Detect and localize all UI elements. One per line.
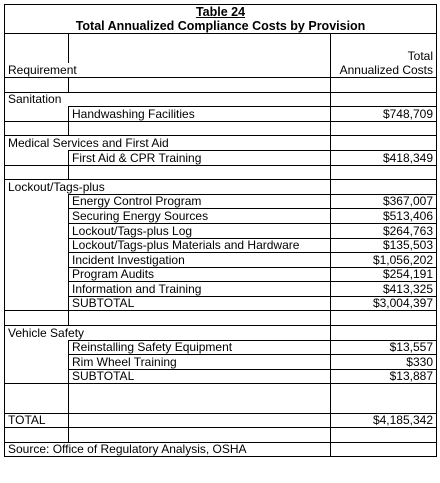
table-row (5, 355, 437, 370)
total-label: TOTAL (5, 413, 69, 428)
table-row (5, 107, 437, 122)
table-row (5, 238, 437, 253)
section-row-sanitation (5, 92, 437, 107)
title-row (5, 5, 437, 20)
total-cost: $4,185,342 (331, 413, 437, 428)
item-label: Rim Wheel Training (69, 355, 331, 370)
table-title: Table 24 (5, 5, 437, 20)
item-cost: $1,056,202 (331, 253, 437, 268)
item-label: Lockout/Tags-plus Log (69, 223, 331, 238)
table-row (5, 267, 437, 282)
item-label: Energy Control Program (69, 194, 331, 209)
blank-row (5, 34, 437, 49)
blank-row (5, 165, 437, 180)
table-row (5, 282, 437, 297)
table-row (5, 223, 437, 238)
section-label: Lockout/Tags-plus (5, 180, 331, 195)
header-annualized-costs: Annualized Costs (331, 63, 437, 78)
table-row (5, 209, 437, 224)
table-subtitle: Total Annualized Compliance Costs by Provision (5, 19, 437, 34)
item-label: SUBTOTAL (69, 296, 331, 311)
item-cost: $135,503 (331, 238, 437, 253)
item-cost: $264,763 (331, 223, 437, 238)
section-row-medical (5, 136, 437, 151)
blank-row (5, 384, 437, 399)
table-row (5, 253, 437, 268)
blank-row (5, 121, 437, 136)
total-row (5, 413, 437, 428)
item-label: First Aid & CPR Training (69, 150, 331, 165)
item-label: Information and Training (69, 282, 331, 297)
subtitle-row (5, 19, 437, 34)
subtotal-row (5, 296, 437, 311)
item-label: Program Audits (69, 267, 331, 282)
header-row-2 (5, 63, 437, 78)
blank-row (5, 399, 437, 414)
section-label: Vehicle Safety (5, 326, 331, 341)
item-cost: $3,004,397 (331, 296, 437, 311)
header-total: Total (331, 48, 437, 63)
table-row (5, 194, 437, 209)
item-label: Incident Investigation (69, 253, 331, 268)
item-cost: $367,007 (331, 194, 437, 209)
section-label: Medical Services and First Aid (5, 136, 331, 151)
item-label: SUBTOTAL (69, 369, 331, 384)
header-row-1 (5, 48, 437, 63)
section-row-lockout (5, 180, 437, 195)
table-row (5, 340, 437, 355)
item-cost: $513,406 (331, 209, 437, 224)
item-cost: $748,709 (331, 107, 437, 122)
section-label: Sanitation (5, 92, 331, 107)
item-cost: $13,557 (331, 340, 437, 355)
blank-row (5, 77, 437, 92)
item-cost: $330 (331, 355, 437, 370)
item-label: Reinstalling Safety Equipment (69, 340, 331, 355)
header-requirement: Requirement (5, 63, 331, 78)
source-row (5, 442, 437, 457)
section-row-vehicle (5, 326, 437, 341)
item-label: Lockout/Tags-plus Materials and Hardware (69, 238, 331, 253)
item-cost: $254,191 (331, 267, 437, 282)
source-note: Source: Office of Regulatory Analysis, OSHA (5, 442, 331, 457)
blank-row (5, 428, 437, 443)
compliance-costs-table (4, 4, 437, 457)
item-label: Securing Energy Sources (69, 209, 331, 224)
item-cost: $413,325 (331, 282, 437, 297)
item-cost: $13,887 (331, 369, 437, 384)
item-cost: $418,349 (331, 150, 437, 165)
item-label: Handwashing Facilities (69, 107, 331, 122)
subtotal-row (5, 369, 437, 384)
blank-row (5, 311, 437, 326)
table-row (5, 150, 437, 165)
